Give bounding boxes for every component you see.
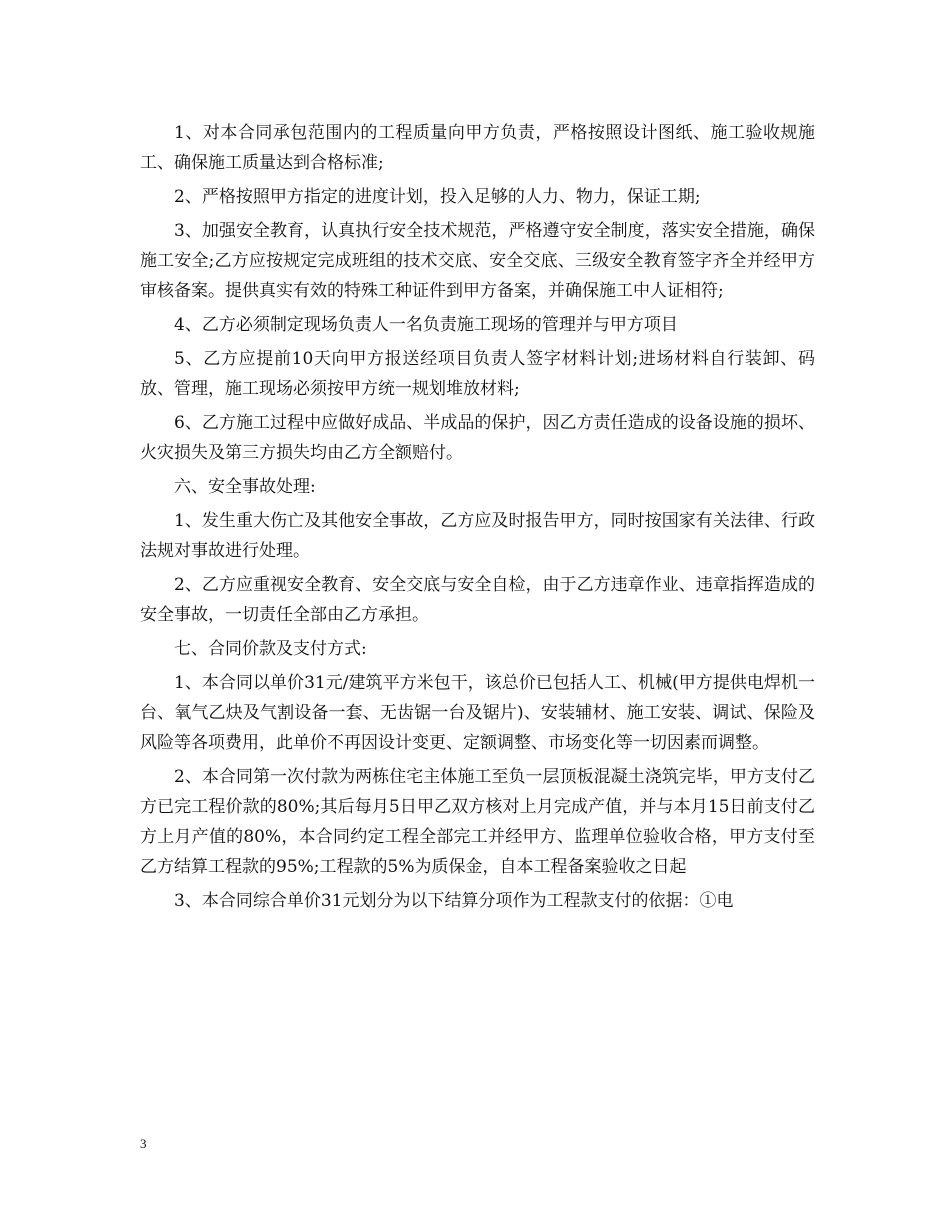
paragraph-item-3: 3、加强安全教育，认真执行安全技术规范，严格遵守安全制度，落实安全措施，确保施工安全;乙方应按规定完成班组的技术交底、安全交底、三级安全教育签字齐全并经甲方审核备案。提供真实有效的特殊工种证件到甲方备案，并确保施工中人证相符;: [140, 221, 815, 301]
page-number: 3: [140, 1136, 147, 1151]
safety-clause-1: 1、发生重大伤亡及其他安全事故，乙方应及时报告甲方，同时按国家有关法律、行政法规对事故进行处理。: [140, 511, 815, 561]
payment-clause-3: 3、本合同综合单价31元划分为以下结算分项作为工程款支付的依据：①电: [174, 891, 734, 911]
payment-clause-2: 2、本合同第一次付款为两栋住宅主体施工至负一层顶板混凝土浇筑完毕，甲方支付乙方已完工程价款的80%;其后每月5日甲乙双方核对上月完成产值，并与本月15日前支付乙方上月产值的80%，本合同约定工程全部完工并经甲方、监理单位验收合格，甲方支付至乙方结算工程款的95%;工程款的5%为质保金，自本工程备案验收之日起: [140, 767, 815, 877]
section-heading-safety: 六、安全事故处理:: [174, 477, 316, 497]
safety-clause-2: 2、乙方应重视安全教育、安全交底与安全自检，由于乙方违章作业、违章指挥造成的安全事故，一切责任全部由乙方承担。: [140, 575, 815, 625]
paragraph-item-1: 1、对本合同承包范围内的工程质量向甲方负责，严格按照设计图纸、施工验收规施工、确保施工质量达到合格标准;: [140, 123, 815, 173]
section-heading-payment: 七、合同价款及支付方式:: [174, 639, 367, 659]
paragraph-item-6: 6、乙方施工过程中应做好成品、半成品的保护，因乙方责任造成的设备设施的损坏、火灾损失及第三方损失均由乙方全额赔付。: [140, 413, 815, 463]
payment-clause-1: 1、本合同以单价31元/建筑平方米包干，该总价已包括人工、机械(甲方提供电焊机一台、氧气乙炔及气割设备一套、无齿锯一台及锯片)、安装辅材、施工安装、调试、保险及风险等各项费用，此单价不再因设计变更、定额调整、市场变化等一切因素而调整。: [140, 673, 815, 753]
document-body: [140, 118, 815, 920]
paragraph-item-4: 4、乙方必须制定现场负责人一名负责施工现场的管理并与甲方项目: [174, 315, 678, 335]
paragraph-item-2: 2、严格按照甲方指定的进度计划，投入足够的人力、物力，保证工期;: [174, 187, 701, 207]
paragraph-item-5: 5、乙方应提前10天向甲方报送经项目负责人签字材料计划;进场材料自行装卸、码放、管理，施工现场必须按甲方统一规划堆放材料;: [140, 349, 815, 399]
